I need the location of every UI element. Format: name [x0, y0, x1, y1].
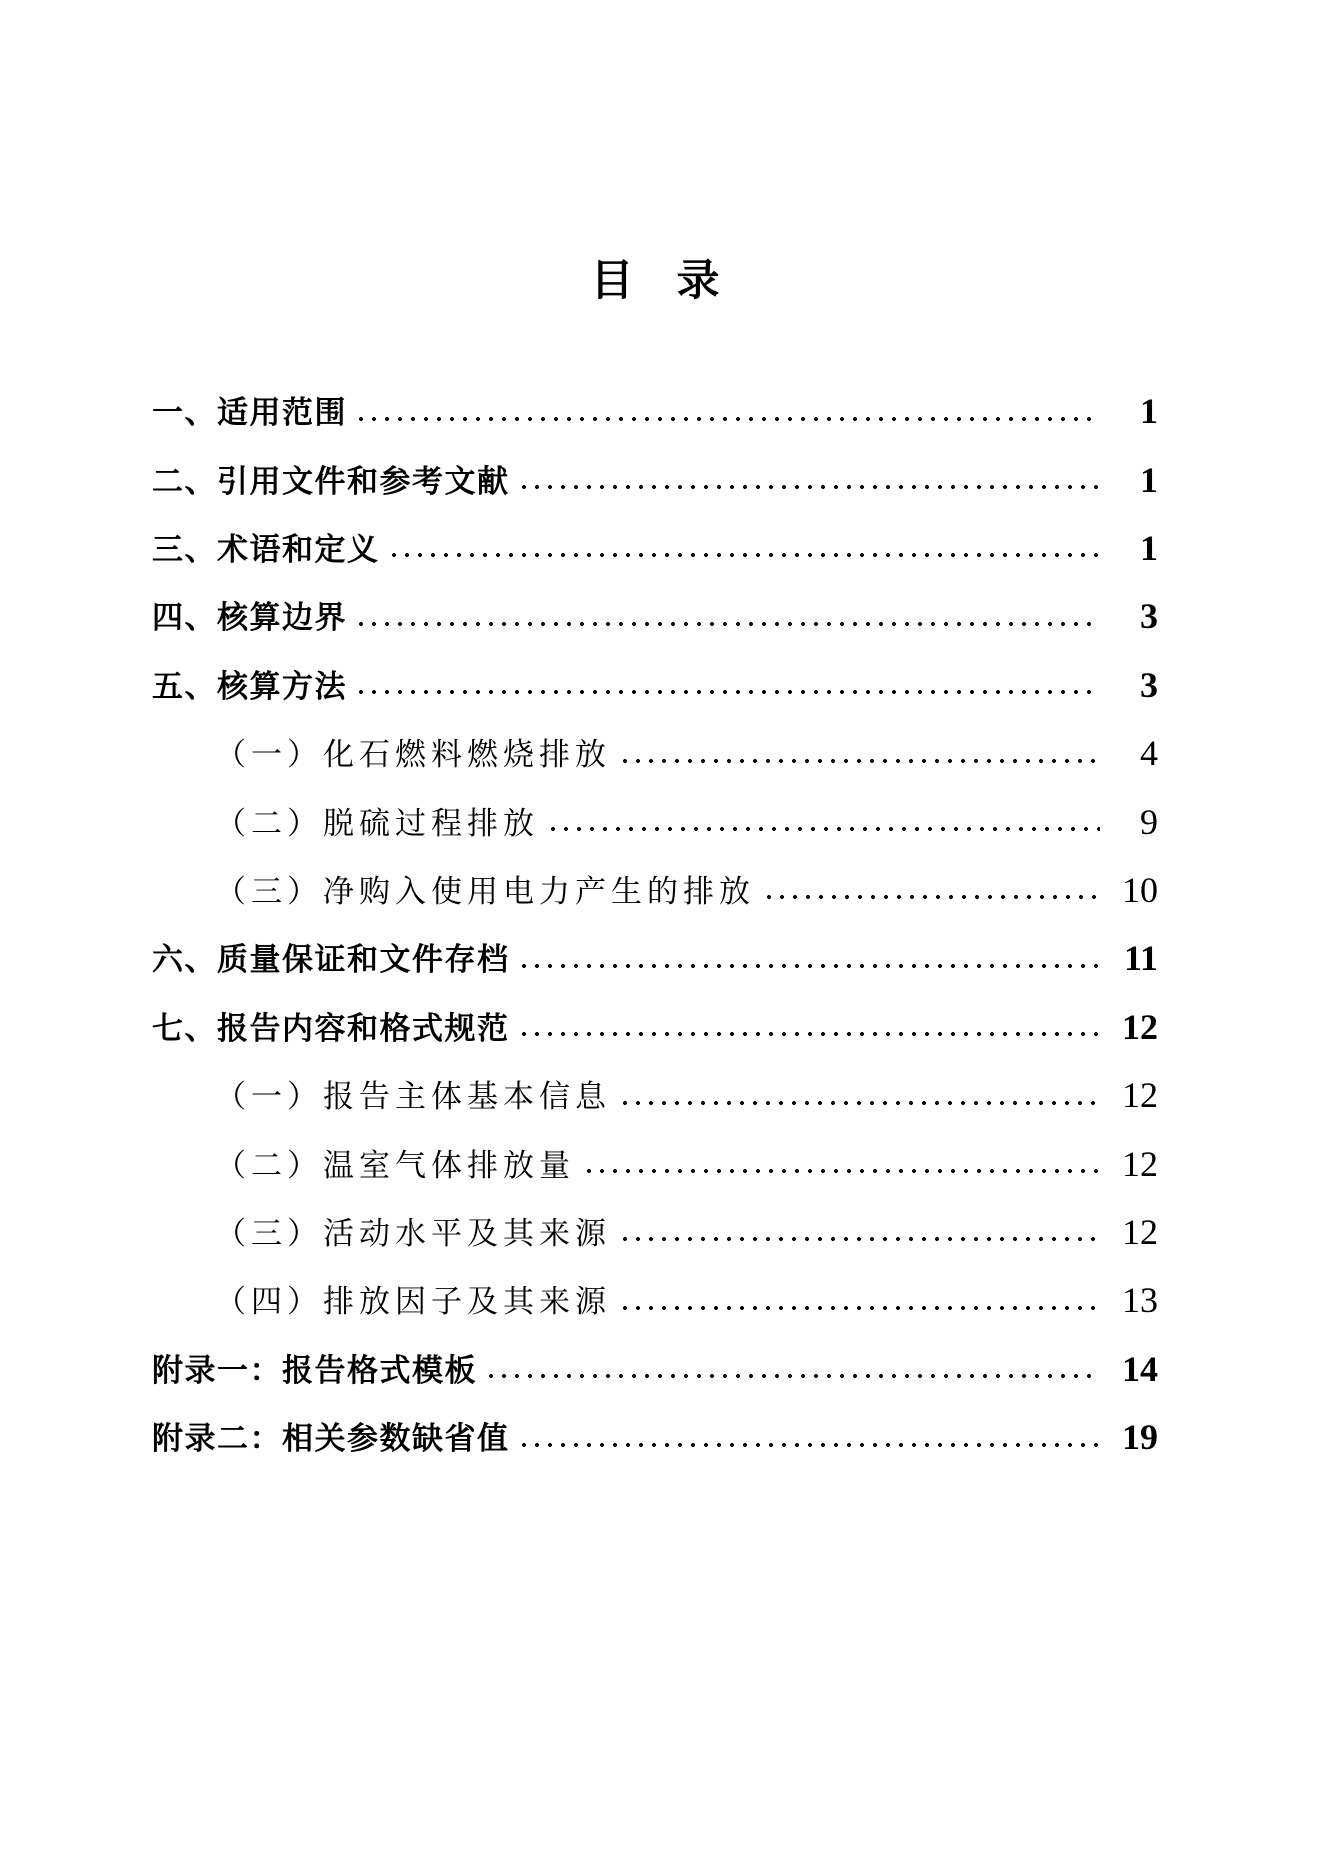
toc-item-label: （一）化石燃料燃烧排放 [215, 737, 611, 773]
page-number: 11 [1123, 938, 1158, 979]
page-number: 1 [1140, 528, 1158, 569]
dot-leader [619, 719, 1100, 787]
page-number: 12 [1122, 1075, 1158, 1116]
page-number: 12 [1122, 1006, 1158, 1047]
toc-item [152, 651, 1158, 719]
page-number: 12 [1122, 1143, 1158, 1184]
toc-item-label: 一、适用范围 [152, 395, 347, 431]
dot-leader [619, 1198, 1100, 1266]
dot-leader [518, 446, 1101, 514]
toc-item-label: 七、报告内容和格式规范 [152, 1010, 510, 1046]
toc-item [152, 1130, 1158, 1198]
toc-item [152, 788, 1158, 856]
toc-item [152, 514, 1158, 582]
toc-item-label: 附录一：报告格式模板 [152, 1352, 477, 1388]
dot-leader [583, 1130, 1100, 1198]
dot-leader [355, 377, 1100, 445]
page-number: 9 [1140, 801, 1158, 842]
page-number: 1 [1140, 391, 1158, 432]
page-number: 3 [1140, 664, 1158, 705]
table-of-contents [152, 377, 1158, 1471]
toc-item-label: （一）报告主体基本信息 [215, 1079, 611, 1115]
toc-item-label: 五、核算方法 [152, 668, 347, 704]
toc-item [152, 582, 1158, 650]
toc-item [152, 1061, 1158, 1129]
page-number: 1 [1140, 459, 1158, 500]
dot-leader [388, 514, 1101, 582]
dot-leader [518, 1403, 1101, 1471]
toc-item-label: 六、质量保证和文件存档 [152, 942, 510, 978]
dot-leader [355, 582, 1100, 650]
dot-leader [518, 993, 1101, 1061]
dot-leader [518, 924, 1101, 992]
page-number: 10 [1122, 870, 1158, 911]
toc-item [152, 856, 1158, 924]
toc-item-label: 三、术语和定义 [152, 532, 380, 568]
toc-item-label: 二、引用文件和参考文献 [152, 463, 510, 499]
dot-leader [485, 1335, 1100, 1403]
dot-leader [547, 788, 1100, 856]
toc-item [152, 1335, 1158, 1403]
dot-leader [763, 856, 1100, 924]
page-number: 19 [1122, 1417, 1158, 1458]
page-number: 14 [1122, 1348, 1158, 1389]
toc-item-label: （三）净购入使用电力产生的排放 [215, 874, 755, 910]
toc-item [152, 993, 1158, 1061]
toc-item [152, 1198, 1158, 1266]
dot-leader [619, 1266, 1100, 1334]
toc-item [152, 1266, 1158, 1334]
toc-item [152, 719, 1158, 787]
page-number: 13 [1122, 1280, 1158, 1321]
page-number: 3 [1140, 596, 1158, 637]
toc-item-label: （二）温室气体排放量 [215, 1147, 575, 1183]
toc-item-label: （四）排放因子及其来源 [215, 1284, 611, 1320]
toc-item [152, 1403, 1158, 1471]
dot-leader [355, 651, 1100, 719]
page-number: 12 [1122, 1211, 1158, 1252]
toc-item [152, 446, 1158, 514]
toc-item [152, 924, 1158, 992]
toc-item-label: （三）活动水平及其来源 [215, 1215, 611, 1251]
toc-item [152, 377, 1158, 445]
page-title: 目 录 [590, 258, 720, 305]
page-number: 4 [1140, 733, 1158, 774]
toc-item-label: 四、核算边界 [152, 600, 347, 636]
dot-leader [619, 1061, 1100, 1129]
toc-item-label: 附录二：相关参数缺省值 [152, 1421, 510, 1457]
toc-item-label: （二）脱硫过程排放 [215, 805, 539, 841]
